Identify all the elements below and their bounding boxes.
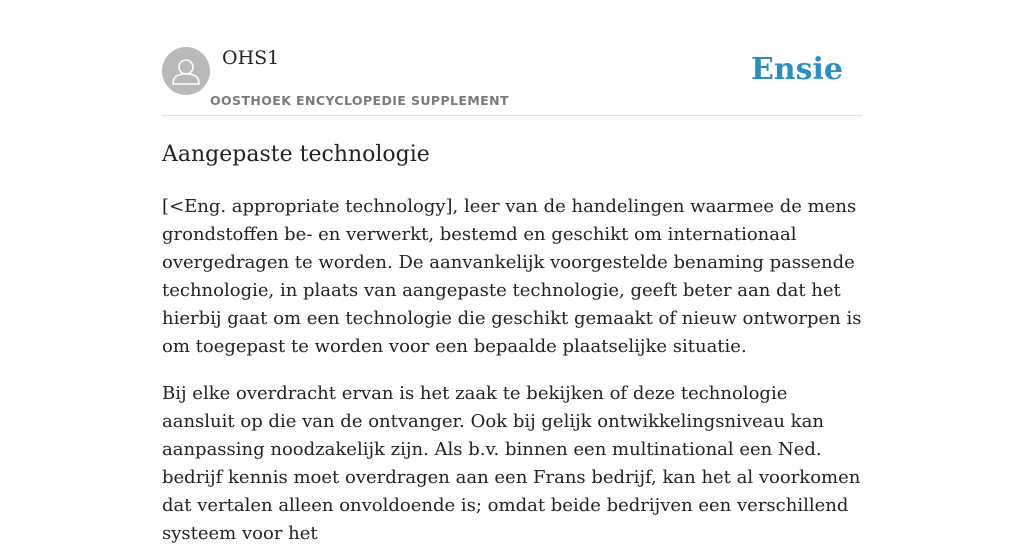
- brand-logo[interactable]: Ensie: [750, 52, 843, 87]
- article-header: [162, 0, 862, 116]
- article-container: [162, 0, 862, 548]
- article-title: Aangepaste technologie: [162, 142, 430, 167]
- article-paragraph: [<Eng. appropriate technology], leer van de handelingen waarmee de mens grondstoffen be- en verwerkt, bestemd en geschikt om internationaal overgedragen te worden. De aanvankelijk voorgestelde benaming passende technologie, in plaats van aangepaste technologie, geeft beter aan dat het hierbij gaat om een technologie die geschikt gemaakt of nieuw ontworpen is om toegepast te worden voor een bepaalde plaatselijke situatie.: [162, 196, 862, 357]
- article-paragraph: Bij elke overdracht ervan is het zaak te bekijken of deze technologie aansluit op die van de ontvanger. Ook bij gelijk ontwikkelingsniveau kan aanpassing noodzakelijk zijn. Als b.v. binnen een multinational een Ned. bedrijf kennis moet overdragen aan een Frans bedrijf, kan het al voorkomen dat vertalen alleen onvoldoende is; omdat beide bedrijven een verschillend systeem voor het: [162, 383, 861, 544]
- author-name[interactable]: OHS1: [222, 47, 280, 69]
- publication-name[interactable]: OOSTHOEK ENCYCLOPEDIE SUPPLEMENT: [210, 93, 509, 108]
- user-icon: [162, 47, 210, 95]
- author-avatar[interactable]: [162, 47, 210, 95]
